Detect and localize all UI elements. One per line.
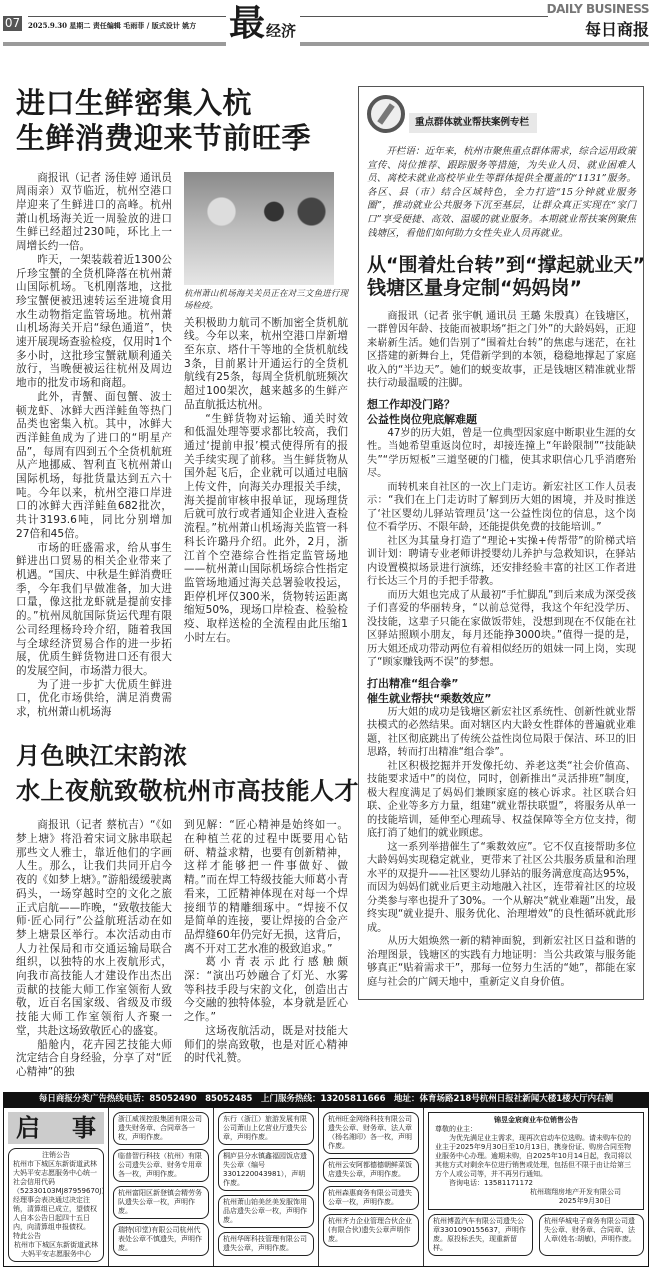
article1-headline-line2: 生鲜消费迎来节前旺季 (16, 120, 312, 155)
paragraph: 商报讯（记者 蔡杭吉）“《如梦上塘》将沿着宋词文脉串联起那些文人雅士，靠近他们的字画人生。那么，让我们共同开启今夜的《如梦上塘》。”游船缓缓驶离码头，一场穿越时空的文化之旅正式启航——昨晚，“致敬技能大师·匠心同行”公益航班活动在如梦上塘景区举行。本次活动由市人力社保局和市交通运输局联合组织，以独特的水上夜航形式，向我市高技能人才建设作出杰出贡献的技能大师工作室领衔人致敬，近百名国家级、省级及市级技能大师工作室领衔人齐聚一堂，共赴这场致敬匠心的盛宴。 (16, 819, 172, 1037)
notice-title: 注销公告 (42, 1150, 70, 1159)
paragraph: 47岁的历大姐，曾是一位典型因家庭中断职业生涯的女性。当她希望重返岗位时，却接连撞上“年龄限制”“技能缺失”“学历短板”三道坚硬的门槛，使其求职信心几乎消磨殆尽。 (367, 427, 636, 480)
paragraph: 到见解：“匠心精神是始终如一。在种植兰花的过程中既要用心钻研、精益求精，也要有创新精神，这样才能够把一件事做好、做精。”而在焊工特级技能大师葛小青看来，工匠精神体现在对每一个焊接细节的精雕细琢中。“焊接不仅是简单的连接，要让焊接的合金产品焊缝60年仍完好无损，这背后，离不开对工艺水准的极致追求。” (184, 819, 348, 955)
divider (300, 16, 548, 17)
customs-inspection-photo (184, 172, 334, 285)
paragraph: 开栏语：近年来，杭州市聚焦重点群体需求，综合运用政策宣传、岗位推荐、跟踪服务等措施，为失业人员、就业困难人员、离校未就业高校毕业生等群体提供全覆盖的“1131”服务。各区、县（市）结合区域特色，全力打造“15分钟就业服务圈”，推动就业公共服务下沉至基层，让群众真正实现在“家门口”享受便捷、高效、温暖的就业服务。本期就业帮扶案例聚焦钱塘区，看他们如何助力女性失业人员再就业。 (367, 146, 636, 239)
article2-headline-line1: 月色映江宋韵浓 (16, 741, 188, 770)
paragraph: 社区为其量身打造了“理论+实操+传帮带”的阶梯式培训计划：聘请专业老师讲授婴幼儿养护与急救知识，在驿站内设置模拟场景进行演练，还安排经验丰富的社区工作者进行长达三个月的手把手带教。 (367, 535, 636, 588)
divider (28, 16, 226, 17)
brand-english: DAILY BUSINESS (546, 2, 649, 16)
paragraph: 社区积极挖掘并开发像托幼、养老这类“社会价值高、技能要求适中”的岗位，同时，创新推出“灵活排班”制度，极大程度满足了妈妈们兼顾家庭的核心诉求。社区联合妇联、企业等多方力量，组建“就业帮扶联盟”，将服务从单一的技能培训，延伸至心理疏导、权益保障等全方位支持，彻底打消了她们的就业顾虑。 (367, 760, 636, 840)
article2-column-left (16, 819, 172, 1079)
ad-notice: 杭州森惠商务有限公司遗失公章一枚，声明作废。 (323, 1186, 419, 1210)
article3-body (367, 310, 636, 990)
page-number: 07 (4, 16, 21, 30)
paragraph: 市场的旺盛需求，给从事生鲜进出口贸易的相关企业带来了机遇。“国庆、中秋是生鲜消费旺季，今年我们早做准备，加大进口量，像这批龙虾就是提前安排的。”杭州凤航国际货运代理有限公司经理杨玲玲介绍，随着我国与全球经济贸易合作的进一步拓展，优质生鲜货物进口还有很大的发展空间，市场潜力很大。 (16, 541, 172, 677)
ad-notice: 浙江威视控股集团有限公司遗失财务章、合同章各一枚，声明作废。 (113, 1112, 209, 1145)
notice-body: 为优先满足业主需求，现再次启动车位选购。请未购车位的业主于2025年9月30日至10月13日，携身份证、购房合同至物业服务中心办理。逾期未购，自2025年10月14日起，我司将以其他方式对剩余车位进行销售或处理，包括但不限于由让给第三方个人或公司等，并不再另行通知。 (435, 1133, 632, 1178)
notice-body: 杭州市下城区东新街道武林大妈平安志愿服务中心统一社会信用代码（52330103MJ87959670J）经理事会表决通过决定注销，清算组已成立，望债权人自本公告日起四十五日内，向清算组申报债权。 (13, 1159, 109, 1231)
ad-notice: 杭州萧山铂美丝美发服饰用品店遗失公章一枚，声明作废。 (218, 1195, 314, 1228)
article2-column-right (184, 819, 348, 1066)
paragraph: 葛小青表示此行感触颇深：“演出巧妙融合了灯光、水雾等科技手段与宋韵文化，创造出古今交融的独特体验，本身就是匠心之作。” (184, 956, 348, 1024)
employment-feature-box (358, 86, 644, 1000)
ad-notice: 杭州博盈汽车有限公司遗失公章3301090155637，声明作废。原投标丢失，现重新留样。 (428, 1214, 533, 1256)
header-rule (3, 42, 226, 46)
paragraph: 昨天，一架装载着近1300公斤珍宝蟹的全货机降落在杭州萧山国际机场。飞机刚落地，这批珍宝蟹便被迅速转运至进境食用水生动物指定监管场地。杭州萧山机场海关开启“绿色通道”，快速开展现场查验检疫，仅用时1个多小时，这批珍宝蟹就顺利通关放行，当晚便被运往杭州及周边地市的批发市场和商超。 (16, 253, 172, 390)
paragraph: 商报讯（记者 张宇帆 通讯员 王璐 朱殷真）在钱塘区，一群曾因年龄、技能而被职场“拒之门外”的大龄妈妈，正迎来崭新生活。她们告别了“围着灶台转”的焦虑与迷茫，在社区搭建的新舞台上，凭借新学到的本领，稳稳地撑起了家庭收入的“半边天”。她们的蜕变故事，正是钱塘区精准就业帮扶行动最温暖的注脚。 (367, 310, 636, 390)
subheading: 想工作却没门路？ (367, 397, 455, 411)
subheading: 催生就业帮扶“乘数效应” (367, 691, 492, 705)
paragraph: 而历大姐也完成了从最初“手忙脚乱”到后来成为深受孩子们喜爱的华丽转身，“以前总觉得，我这个年纪没学历、没技能，这辈子只能在家做饭带娃，没想到现在不仅能在社区驿站照顾小朋友，每月还能挣3000块。”值得一提的是，历大姐还成功带动两位有着相似经历的姐妹一同上岗，实现了“顾家赚钱两不误”的梦想。 (367, 589, 636, 669)
classified-hotline-bar: 每日商报分类广告热线电话：85052490 85052485 上门服务热线：13205811666 地址：体育场路218号杭州日报社新闻大楼1楼大厅内右侧 (3, 1092, 649, 1107)
article1-headline-line1: 进口生鲜密集入杭 (16, 86, 253, 120)
article2-body (16, 819, 348, 1079)
ad-notice: 杭州旺金网络科技有限公司遗失公章、财务章、法人章（杨名湘印）各一枚，声明作废。 (323, 1112, 419, 1154)
notice-header-char: 启 (16, 1113, 40, 1142)
paragraph: 这一系列举措催生了“乘数效应”。它不仅直接帮助多位大龄妈妈实现稳定就业，更带来了社区公共服务质量和治理水平的双提升——社区婴幼儿驿站的服务满意度高达95%，而因为妈妈们就业后更主动地融入社区，连带着社区的垃圾分类参与率也提升了30%。一个从解决“就业难题”出发，最终实现“就业提升、服务优化、治理增效”的良性循环就此形成。 (367, 841, 636, 934)
ad-notice: 杭州华城电子商务有限公司遗失公章、财务章、合同章、法人章(姓名:胡敏)，声明作废。 (539, 1214, 644, 1256)
article1-column-middle (184, 172, 348, 646)
ad-notice: 东行（浙江）旅游发展有限公司萧山上亿营业厅遗失公章，声明作废。 (218, 1112, 314, 1145)
ad-notice: 瑞特(印堂)有限公司杭州代表处公章不慎遗失，声明作废。 (113, 1223, 209, 1256)
main-content (0, 50, 652, 1080)
header-rule (300, 42, 649, 46)
notice-phone: 咨询电话：13581171172 (449, 1178, 533, 1187)
ad-notice: 杭州富阳区新登镇会精劳务队遗失公章一枚，声明作废。 (113, 1186, 209, 1219)
paragraph: 从历大姐焕然一新的精神面貌，到新宏社区日益和谐的治理图景，钱塘区的实践有力地证明：当公共政策与服务能够真正“贴着需求干”，那每一位努力生活的“她”，都能在家庭与社会的广阔天地中，重新定义自身价值。 (367, 936, 636, 988)
paragraph: 为了进一步扩大优质生鲜进口，优化市场供给，满足消费需求，杭州萧山机场海 (16, 678, 172, 719)
page-header (0, 0, 652, 50)
classified-ads (3, 1107, 649, 1267)
column-title: 重点群体就业帮扶案例专栏 (409, 113, 537, 133)
paragraph: 而转机来自社区的一次上门走访。新宏社区工作人员表示：“我们在上门走访时了解到历大姐的困境，并及时推送了‘社区婴幼儿驿站管理员’这一公益性岗位的信息，这个岗位不看学历、不限年龄，还能提供免费的技能培训。” (367, 481, 636, 534)
notice-date: 2025年9月30日 (558, 1196, 611, 1205)
brand-chinese: 每日商报 (584, 20, 649, 39)
notice-company: 杭州瑞翔房地产开发有限公司 (530, 1187, 621, 1196)
ad-notice: 杭州云安阿都德德朝鲜菜饭店遗失公章，声明作废。 (323, 1158, 419, 1182)
article1-body (16, 172, 348, 720)
article3-headline-line2: 钱塘区量身定制“妈妈岗” (367, 276, 582, 299)
compass-icon (367, 95, 405, 133)
ads-column (318, 1108, 423, 1266)
paragraph: 历大姐的成功是钱塘区新宏社区系统性、创新性就业帮扶模式的必然结果。面对辖区内大龄女性群体的普遍就业难题，社区彻底跳出了传统公益性岗位局限于保洁、环卫的旧思路，转而打出精准“组合拳”。 (367, 706, 636, 759)
paragraph: 此外，青蟹、面包蟹、波士顿龙虾、冰鲜大西洋鲑鱼等热门品类也密集入杭。其中，冰鲜大西洋鲑鱼成为了进口的“明星产品”，每周有四到五个全货机航班从产地挪威、智利直飞杭州萧山国际机场，每批货量达到五六十吨。今年以来，杭州空港口岸进口的冰鲜大西洋鲑鱼682批次，共计3193.6吨，同比分别增加27倍和45倍。 (16, 390, 172, 540)
notice-header (8, 1112, 104, 1144)
notice-title: 锦昱金宸商业车位销售公告 (494, 1115, 578, 1124)
ad-notice: 桐庐县分水镇鑫福园饭店遗失公章（编号3301220043981），声明作废。 (218, 1149, 314, 1191)
ad-notice: 杭州齐力企业管理合伙企业(有限合伙)遗失公章声明作废。 (323, 1214, 419, 1247)
notice-salutation: 尊敬的业主： (435, 1124, 477, 1133)
ads-column (4, 1108, 108, 1266)
ad-notice: 临普智行科技（杭州）有限公司遗失公章、财务专用章各一枚，声明作废。 (113, 1149, 209, 1182)
photo-caption: 杭州萧山机场海关关员正在对三文鱼进行现场检疫。 (184, 288, 348, 311)
notice-signer: 杭州市下城区东新街道武林大妈平安志愿服务中心 (14, 1240, 98, 1258)
subheading: 公益性岗位兜底解难题 (367, 412, 477, 426)
subheading: 打出精准“组合拳” (367, 676, 459, 690)
paragraph: 船舱内，花卉园艺技能大师沈定结合自身经验，分享了对“匠心精神”的独 (16, 1038, 172, 1078)
section-name: 经济 (266, 22, 297, 40)
article3-headline-line1: 从“围着灶台转”到“撑起就业天” (367, 254, 645, 277)
cancellation-notice (8, 1148, 109, 1262)
article1-column-left (16, 172, 172, 720)
column-header (367, 95, 636, 133)
ad-notice: 杭州华晖科技管理有限公司遗失公章，声明作废。 (218, 1232, 314, 1256)
notice-closing: 特此公告 (13, 1231, 41, 1240)
paragraph: 商报讯（记者 汤佳婷 通讯员 周雨亲）双节临近，杭州空港口岸迎来了生鲜进口的高峰。杭州萧山机场海关近一周验放的进口生鲜已经超过230吨，环比上一周增长约一倍。 (16, 171, 172, 253)
ads-column (213, 1108, 318, 1266)
column-intro (367, 145, 636, 240)
paragraph: 这场夜航活动，既是对技能大师们的崇高致敬，也是对匠心精神的时代礼赞。 (184, 1024, 348, 1065)
notice-header-char: 事 (72, 1113, 96, 1142)
section-logo-big-char: 最 (229, 2, 266, 44)
paragraph: 关积极助力航司不断加密全货机航线。今年以来，杭州空港口岸新增至东京、塔什干等地的全货机航线3条，目前累计开通运行的全货机航线有25条，每周全货机航班频次超过100架次，越来越多的生鲜产品直航抵达杭州。 (184, 316, 348, 411)
article2-headline-line2: 水上夜航致敬杭州市高技能人才 (16, 776, 359, 805)
ads-column (108, 1108, 213, 1266)
bottom-right-notices (428, 1214, 644, 1256)
ads-column (423, 1108, 648, 1266)
left-section (16, 86, 359, 1080)
dateline: 2025.9.30 星期二 责任编辑 毛雨菲 / 版式设计 姚方 (28, 21, 197, 30)
parking-sale-notice (428, 1112, 644, 1210)
paragraph: “生鲜货物对运输、通关时效和低温处理等要求都比较高，我们通过‘提前申报’模式使得所有的报关手续实现了前移。当生鲜货物从国外起飞后，企业就可以通过电脑上传文件，向海关办理报关手续，海关提前审核申报单证，现场理货后就可放行或者通知企业进入查检流程。”杭州萧山机场海关监管一科科长许璐丹介绍。此外，2月，浙江首个空港综合性指定监管场地——杭州萧山国际机场综合性指定监管场地通过海关总署验收投运，距停机坪仅300米，货物转运距离缩短50%，现场口岸检查、检验检疫、取样送检的全流程由此压缩1小时左右。 (184, 412, 348, 644)
